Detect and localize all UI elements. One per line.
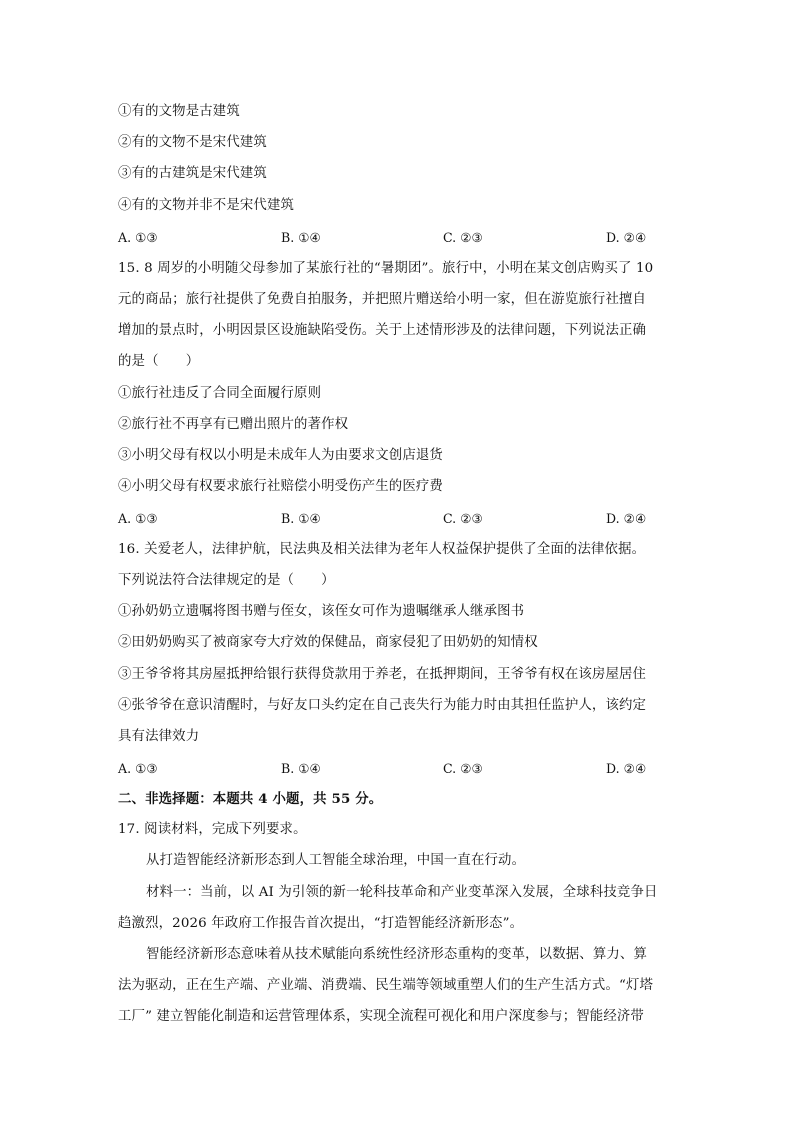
q15-option-d: D. ②④ [606,511,647,526]
q17-paragraph-3-line-3: 工厂” 建立智能化制造和运营管理体系，实现全流程可视化和用户深度参与；智能经济带 [118,1009,644,1024]
q15-stem-line-2: 元的商品；旅行社提供了免费自拍服务，并把照片赠送给小明一家，但在游览旅行社擅自 [118,292,647,307]
q17-paragraph-1: 从打造智能经济新形态到人工智能全球治理，中国一直在行动。 [146,853,526,868]
q17-material-1-line-1: 材料一：当前，以 AI 为引领的新一轮科技革命和产业变革深入发展，全球科技竞争日 [146,885,658,900]
q16-statement-1: ①孙奶奶立遗嘱将图书赠与侄女，该侄女可作为遗嘱继承人继承图书 [118,604,525,619]
q14-option-c: C. ②③ [443,230,483,245]
q17-paragraph-3-line-1: 智能经济新形态意味着从技术赋能向系统性经济形态重构的变革，以数据、算力、算 [146,947,648,962]
q14-option-a: A. ①③ [118,230,158,245]
q16-statement-4: ④张爷爷在意识清醒时，与好友口头约定在自己丧失行为能力时由其担任监护人，该约定 [118,698,647,713]
q15-stem-line-1: 15. 8 周岁的小明随父母参加了某旅行社的“暑期团”。旅行中，小明在某文创店购买了 10 [118,261,654,276]
q15-option-c: C. ②③ [443,511,483,526]
q14-statement-1: ①有的文物是古建筑 [118,104,240,119]
q14-statement-3: ③有的古建筑是宋代建筑 [118,166,267,181]
q17-material-1-line-2: 趋激烈，2026 年政府工作报告首次提出，“打造智能经济新形态”。 [118,916,524,931]
q15-stem-line-3: 增加的景点时，小明因景区设施缺陷受伤。关于上述情形涉及的法律问题，下列说法正确 [118,323,647,338]
q16-option-b: B. ①④ [281,761,321,776]
q17-paragraph-3-line-2: 法为驱动，正在生产端、产业端、消费端、民生端等领域重塑人们的生产生活方式。“灯塔 [118,978,654,993]
q14-option-d: D. ②④ [606,230,647,245]
q15-statement-4: ④小明父母有权要求旅行社赔偿小明受伤产生的医疗费 [118,479,443,494]
q14-statement-4: ④有的文物并非不是宋代建筑 [118,198,295,213]
q15-statement-3: ③小明父母有权以小明是未成年人为由要求文创店退货 [118,448,443,463]
q15-stem-line-4: 的是（ ） [118,354,200,369]
q17-intro: 17. 阅读材料，完成下列要求。 [118,822,307,837]
q15-statement-1: ①旅行社违反了合同全面履行原则 [118,386,322,401]
q16-option-d: D. ②④ [606,761,647,776]
q14-statement-2: ②有的文物不是宋代建筑 [118,135,267,150]
q15-option-b: B. ①④ [281,511,321,526]
q16-stem-line-1: 16. 关爱老人，法律护航，民法典及相关法律为老年人权益保护提供了全面的法律依据。 [118,542,646,557]
q16-statement-4-cont: 具有法律效力 [118,729,200,744]
q15-option-a: A. ①③ [118,511,158,526]
q15-statement-2: ②旅行社不再享有已赠出照片的著作权 [118,417,349,432]
q16-option-c: C. ②③ [443,761,483,776]
q16-option-a: A. ①③ [118,761,158,776]
section-heading: 二、非选择题：本题共 4 小题，共 55 分。 [118,791,383,807]
q16-statement-2: ②田奶奶购买了被商家夸大疗效的保健品，商家侵犯了田奶奶的知情权 [118,635,538,650]
q16-stem-line-2: 下列说法符合法律规定的是（ ） [118,573,335,588]
q16-statement-3: ③王爷爷将其房屋抵押给银行获得贷款用于养老，在抵押期间，王爷爷有权在该房屋居住 [118,667,647,682]
q14-option-b: B. ①④ [281,230,321,245]
